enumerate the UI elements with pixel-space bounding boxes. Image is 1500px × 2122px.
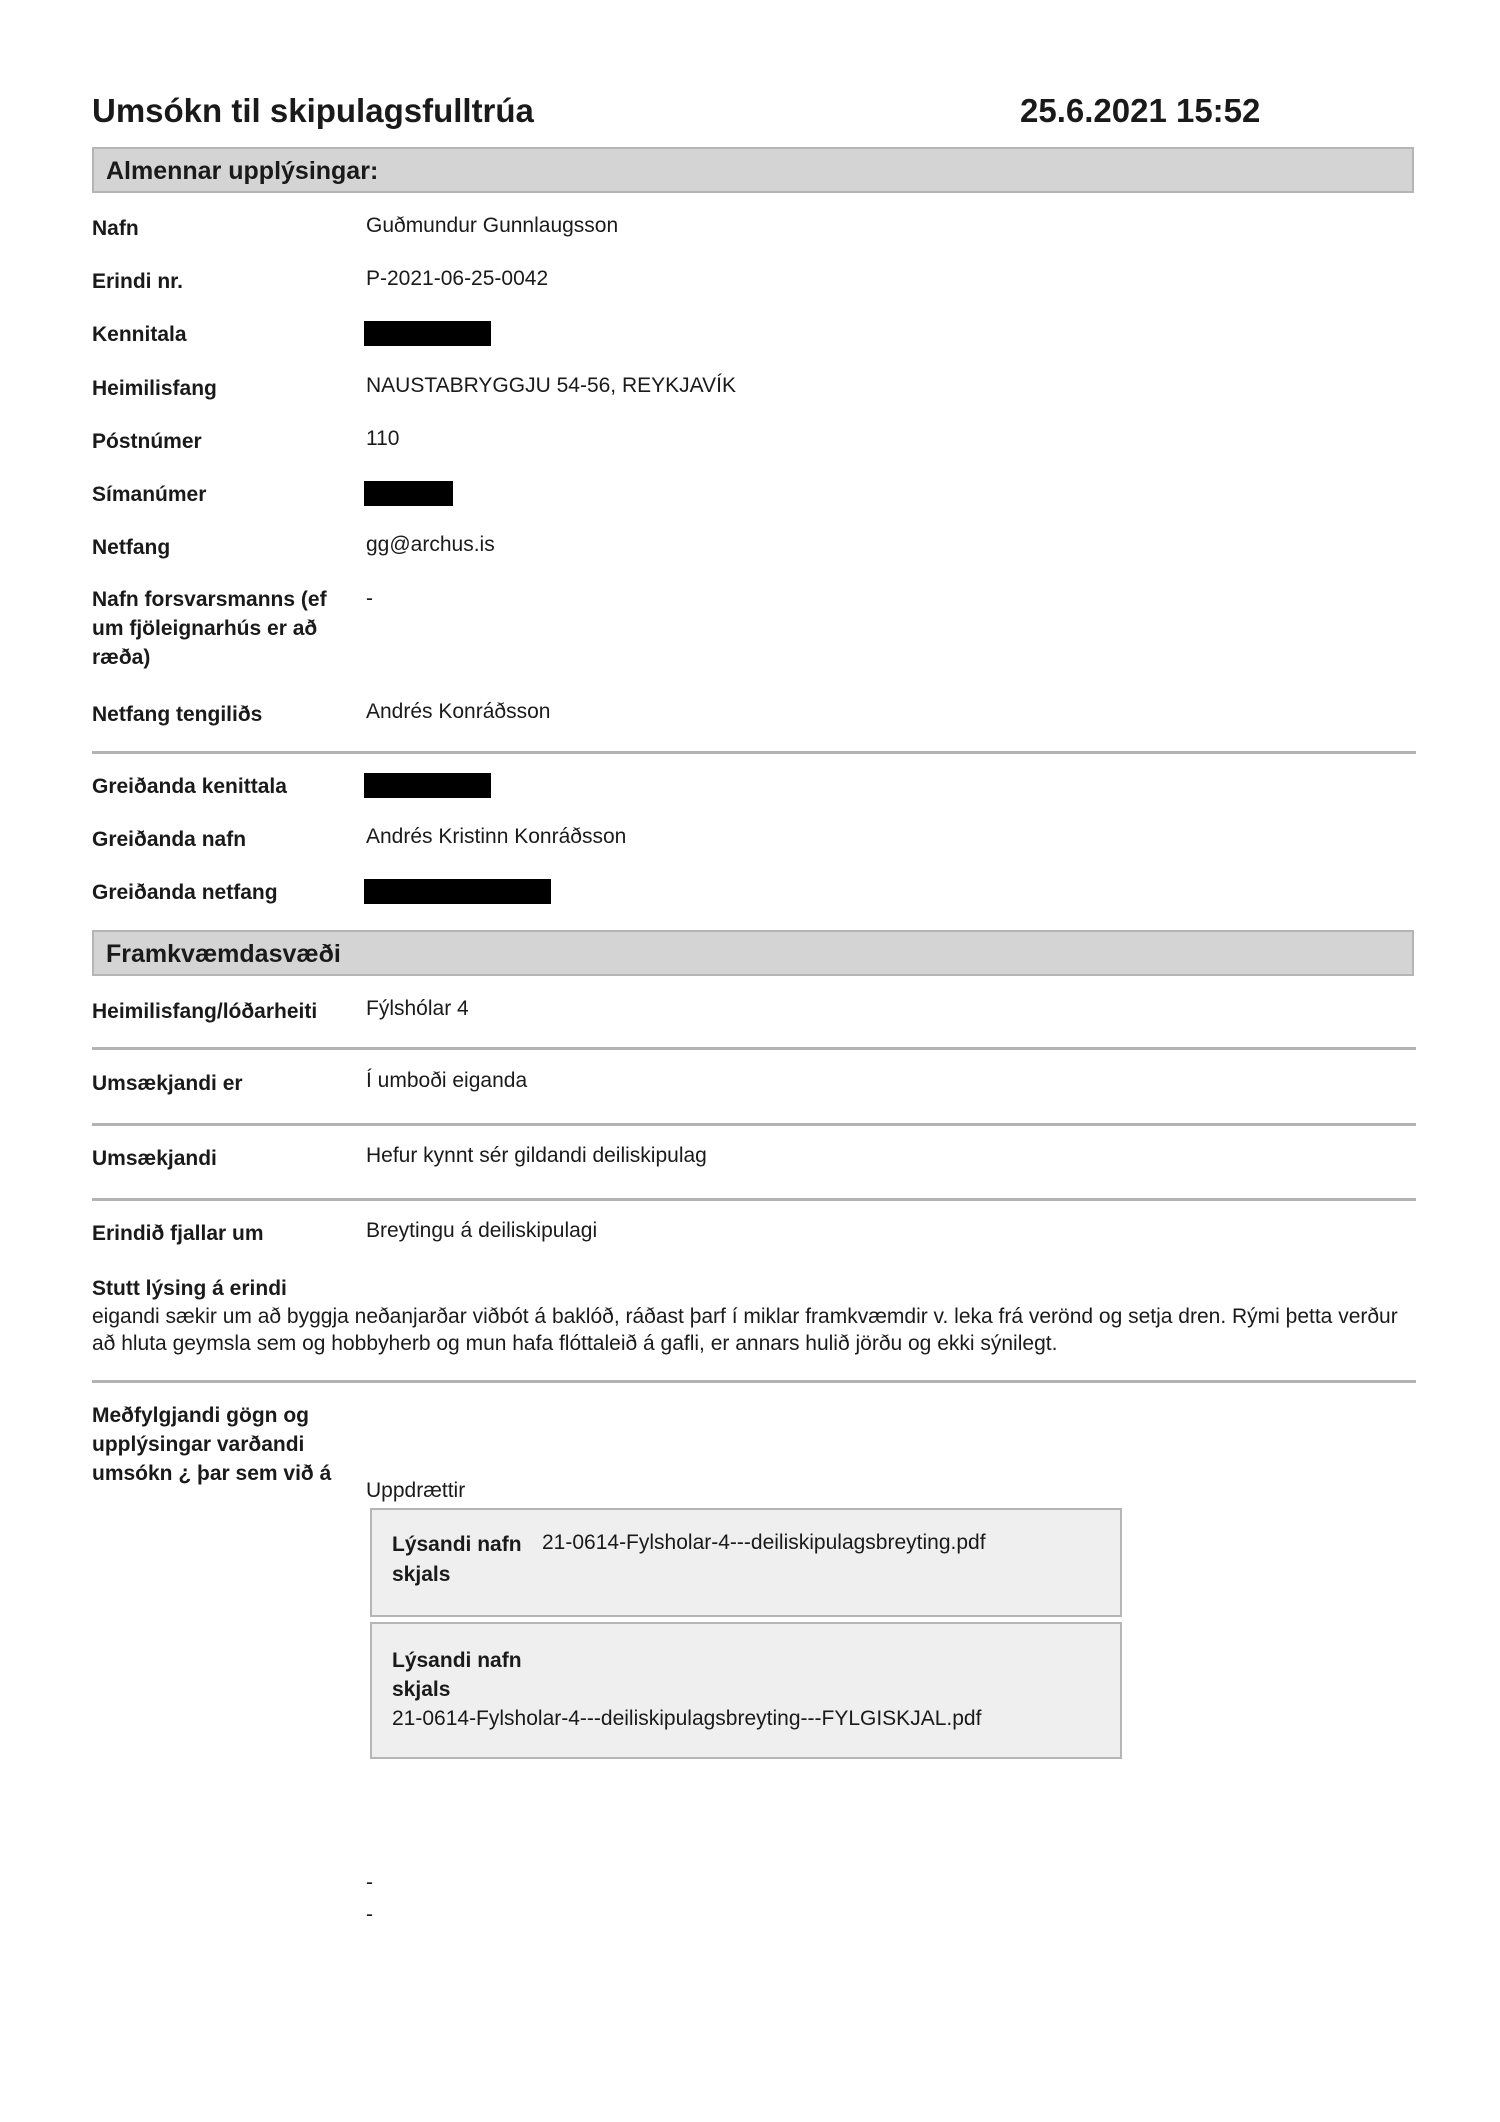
attachment-filename[interactable]: 21-0614-Fylsholar-4---deiliskipulagsbreyting---FYLGISKJAL.pdf — [392, 1707, 982, 1730]
label-erindid: Erindið fjallar um — [92, 1222, 264, 1245]
label-forsvarsmadur: Nafn forsvarsmanns (ef um fjöleignarhús er að ræða) — [92, 588, 327, 669]
value-erindi: P-2021-06-25-0042 — [366, 267, 549, 290]
value-umsaekjandi-er: Í umboði eiganda — [366, 1069, 528, 1092]
redacted-greidandi-kennitala — [364, 773, 491, 798]
label-attachments: Meðfylgjandi gögn og upplýsingar varðandi umsókn ¿ þar sem við á — [92, 1404, 332, 1485]
description-text: eigandi sækir um að byggja neðanjarðar viðbót á baklóð, ráðast þarf í miklar framkvæmdir v. leka frá verönd og setja dren. Rými þetta verður að hluta geymsla sem og hobbyherb og mun hafa flóttaleið á gafli, er annars hulið jörðu og ekki sýnilegt. — [92, 1305, 1398, 1355]
label-greidandi-nafn: Greiðanda nafn — [92, 828, 247, 851]
attachment-label: Lýsandi nafn — [392, 1649, 522, 1672]
value-heimilisfang: NAUSTABRYGGJU 54-56, REYKJAVÍK — [366, 374, 736, 397]
value-netfang-tengilids: Andrés Konráðsson — [366, 700, 551, 723]
attachment-label: skjals — [392, 1678, 451, 1701]
document-date: 25.6.2021 15:52 — [1020, 92, 1261, 129]
label-kennitala: Kennitala — [92, 323, 187, 346]
label-greidandi-netfang: Greiðanda netfang — [92, 881, 278, 904]
divider — [92, 751, 1416, 754]
value-lod: Fýlshólar 4 — [366, 997, 469, 1020]
attachment-file — [370, 1622, 1122, 1759]
value-forsvarsmadur: - — [366, 587, 373, 610]
label-erindi: Erindi nr. — [92, 270, 184, 293]
label-netfang: Netfang — [92, 536, 171, 559]
label-simanumer: Símanúmer — [92, 483, 207, 506]
label-netfang-tengilids: Netfang tengiliðs — [92, 703, 263, 726]
value-erindid: Breytingu á deiliskipulagi — [366, 1219, 598, 1242]
redacted-simanumer — [364, 481, 453, 506]
section-header-area — [92, 930, 1414, 976]
value-netfang: gg@archus.is — [366, 533, 495, 556]
redacted-greidandi-netfang — [364, 879, 551, 904]
label-greidandi-kennitala: Greiðanda kenittala — [92, 775, 287, 798]
section-title: Almennar upplýsingar: — [106, 157, 379, 185]
value-umsaekjandi: Hefur kynnt sér gildandi deiliskipulag — [366, 1144, 707, 1167]
trailing-dash: - — [366, 1871, 373, 1894]
label-umsaekjandi: Umsækjandi — [92, 1147, 217, 1170]
label-lod: Heimilisfang/lóðarheiti — [92, 1000, 318, 1023]
trailing-dash: - — [366, 1903, 373, 1926]
label-nafn: Nafn — [92, 217, 139, 240]
value-postnumer: 110 — [366, 427, 400, 450]
attachment-label: Lýsandi nafn — [392, 1533, 522, 1556]
value-greidandi-nafn: Andrés Kristinn Konráðsson — [366, 825, 627, 848]
divider — [92, 1047, 1416, 1050]
document-title: Umsókn til skipulagsfulltrúa — [92, 92, 534, 129]
label-umsaekjandi-er: Umsækjandi er — [92, 1072, 243, 1095]
value-nafn: Guðmundur Gunnlaugsson — [366, 214, 619, 237]
redacted-kennitala — [364, 321, 491, 346]
divider — [92, 1123, 1416, 1126]
label-stutt-lysing: Stutt lýsing á erindi — [92, 1277, 287, 1300]
attachment-group-title: Uppdrættir — [366, 1479, 466, 1502]
section-header-general — [92, 147, 1414, 193]
attachment-filename[interactable]: 21-0614-Fylsholar-4---deiliskipulagsbreyting.pdf — [542, 1531, 986, 1554]
attachment-file — [370, 1508, 1122, 1617]
attachment-label: skjals — [392, 1563, 451, 1586]
divider — [92, 1198, 1416, 1201]
section-title: Framkvæmdasvæði — [106, 940, 341, 968]
label-postnumer: Póstnúmer — [92, 430, 202, 453]
divider — [92, 1380, 1416, 1383]
label-heimilisfang: Heimilisfang — [92, 377, 217, 400]
